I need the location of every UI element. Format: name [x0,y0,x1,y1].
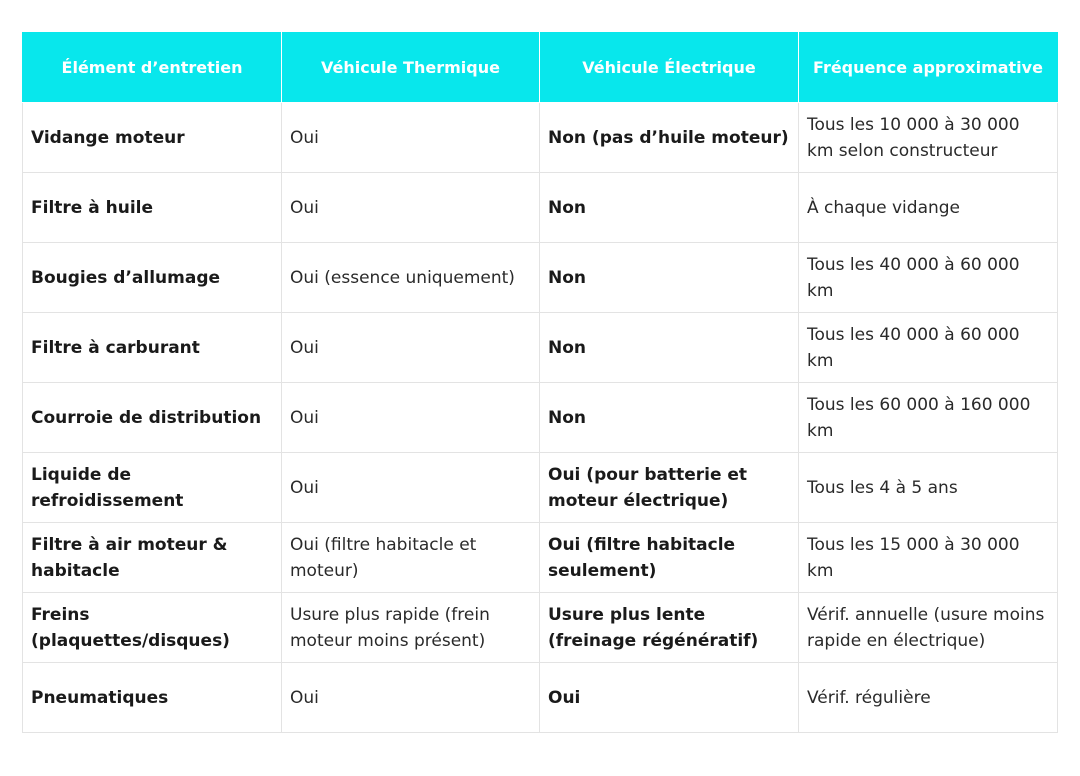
maintenance-comparison-table [22,32,1058,733]
cell-electrique: Non [540,313,799,383]
cell-element: Courroie de distribution [23,383,282,453]
cell-element: Bougies d’allumage [23,243,282,313]
cell-element: Filtre à carburant [23,313,282,383]
cell-electrique: Oui [540,663,799,733]
cell-frequence: Tous les 4 à 5 ans [799,453,1058,523]
cell-electrique: Non [540,243,799,313]
cell-element: Filtre à air moteur & habitacle [23,523,282,593]
cell-element: Vidange moteur [23,103,282,173]
cell-electrique: Usure plus lente (freinage régénératif) [540,593,799,663]
cell-frequence: Vérif. annuelle (usure moins rapide en électrique) [799,593,1058,663]
header-element-entretien: Élément d’entretien [23,33,282,103]
cell-frequence: Vérif. régulière [799,663,1058,733]
cell-thermique: Oui [282,103,540,173]
table-row [23,523,1058,593]
cell-electrique: Oui (pour batterie et moteur électrique) [540,453,799,523]
cell-element: Freins (plaquettes/disques) [23,593,282,663]
header-vehicule-electrique: Véhicule Électrique [540,33,799,103]
cell-frequence: À chaque vidange [799,173,1058,243]
table-row [23,313,1058,383]
cell-thermique: Oui (essence uniquement) [282,243,540,313]
table-row [23,663,1058,733]
cell-frequence: Tous les 40 000 à 60 000 km [799,313,1058,383]
cell-electrique: Non (pas d’huile moteur) [540,103,799,173]
maintenance-comparison-table-wrapper [22,32,1057,733]
cell-element: Pneumatiques [23,663,282,733]
cell-frequence: Tous les 40 000 à 60 000 km [799,243,1058,313]
header-frequence: Fréquence approximative [799,33,1058,103]
cell-thermique: Oui [282,383,540,453]
cell-thermique: Oui [282,313,540,383]
cell-thermique: Oui [282,663,540,733]
cell-electrique: Oui (filtre habitacle seulement) [540,523,799,593]
table-row [23,173,1058,243]
cell-thermique: Oui [282,453,540,523]
cell-element: Filtre à huile [23,173,282,243]
cell-thermique: Oui [282,173,540,243]
cell-thermique: Usure plus rapide (frein moteur moins présent) [282,593,540,663]
table-row [23,103,1058,173]
cell-element: Liquide de refroidissement [23,453,282,523]
cell-electrique: Non [540,383,799,453]
table-header-row [23,33,1058,103]
table-row [23,383,1058,453]
cell-frequence: Tous les 60 000 à 160 000 km [799,383,1058,453]
header-vehicule-thermique: Véhicule Thermique [282,33,540,103]
table-row [23,243,1058,313]
cell-electrique: Non [540,173,799,243]
table-row [23,453,1058,523]
cell-frequence: Tous les 10 000 à 30 000 km selon constructeur [799,103,1058,173]
table-row [23,593,1058,663]
cell-frequence: Tous les 15 000 à 30 000 km [799,523,1058,593]
cell-thermique: Oui (filtre habitacle et moteur) [282,523,540,593]
